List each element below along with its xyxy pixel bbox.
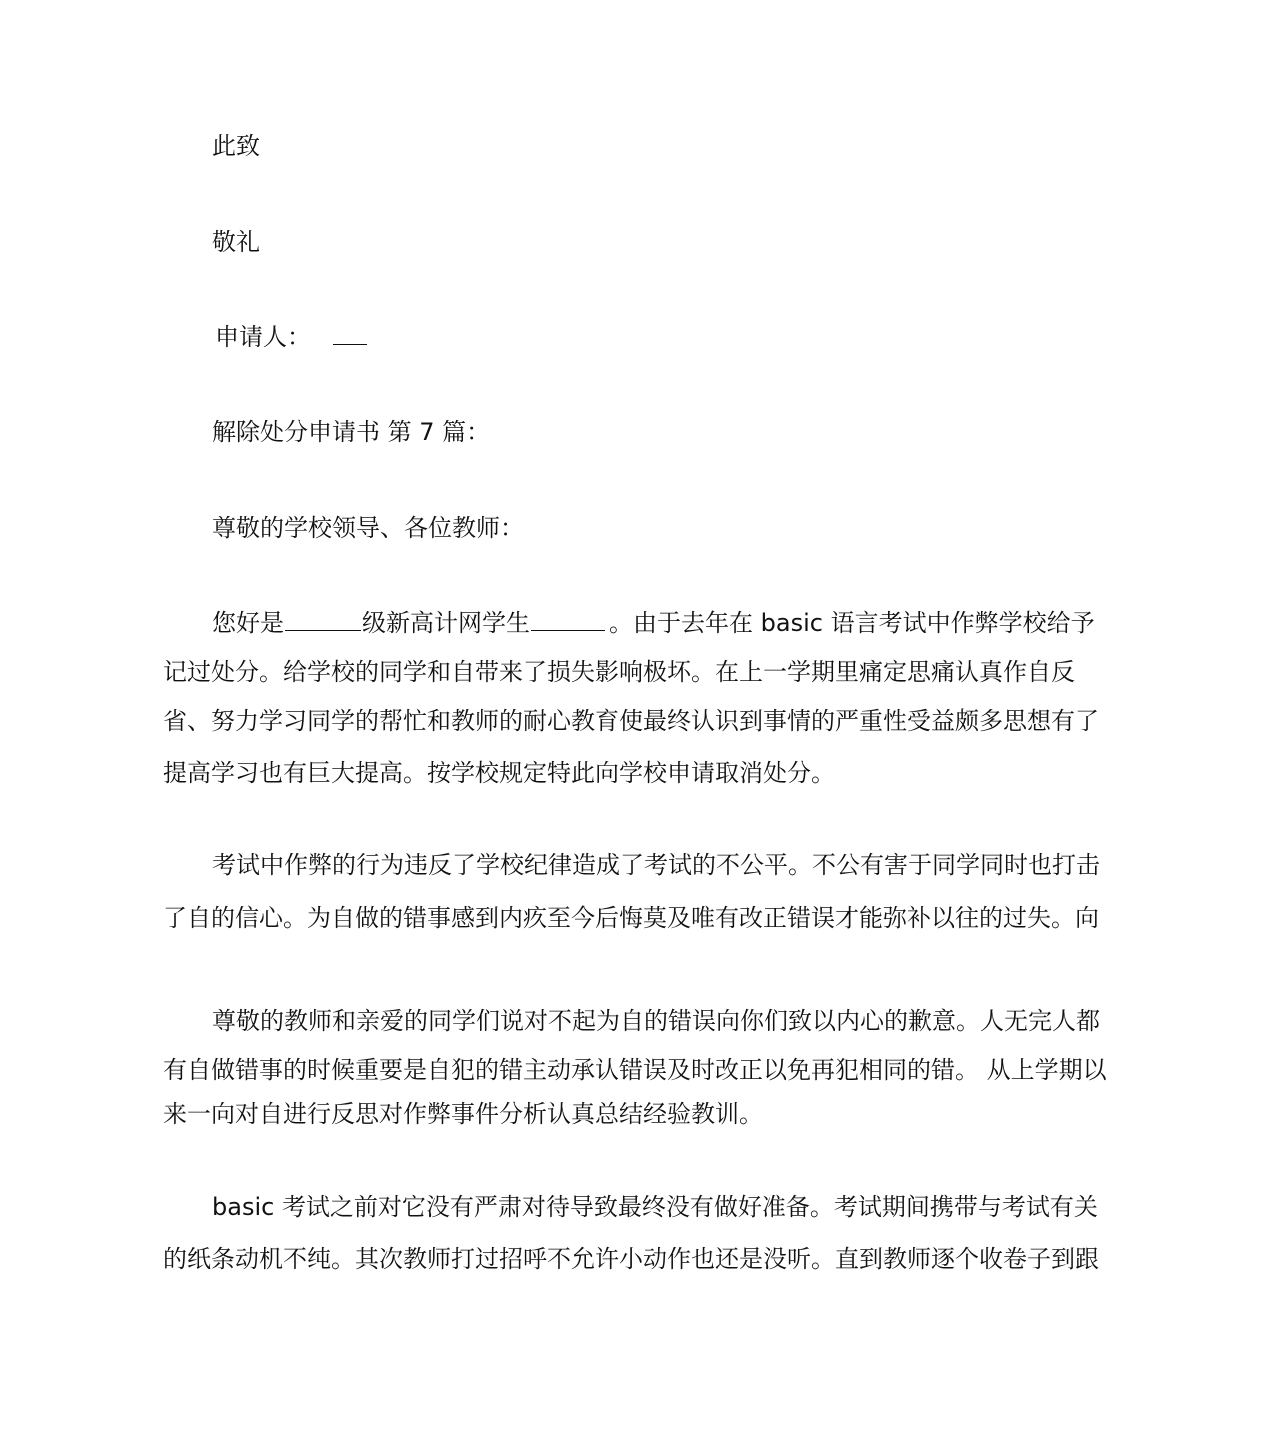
text-segment: 您好是 — [212, 609, 284, 637]
paragraph-2-line-1: 考试中作弊的行为违反了学校纪律造成了考试的不公平。不公有害于同学同时也打击 — [212, 851, 1100, 879]
closing-jingli: 敬礼 — [212, 228, 260, 256]
closing-cizhi: 此致 — [212, 132, 260, 160]
applicant-label: 申请人： — [215, 323, 311, 351]
applicant-blank — [333, 324, 367, 345]
document-title: 解除处分申请书 第 7 篇： — [212, 418, 491, 446]
paragraph-1-line-4: 提高学习也有巨大提高。按学校规定特此向学校申请取消处分。 — [163, 759, 835, 787]
salutation: 尊敬的学校领导、各位教师： — [212, 514, 524, 542]
paragraph-4-line-2: 的纸条动机不纯。其次教师打过招呼不允许小动作也还是没听。直到教师逐个收卷子到跟 — [163, 1245, 1099, 1273]
paragraph-4-line-1: basic 考试之前对它没有严肃对待导致最终没有做好准备。考试期间携带与考试有关 — [212, 1193, 1098, 1221]
grade-blank — [285, 610, 361, 631]
paragraph-2-line-2: 了自的信心。为自做的错事感到内疚至今后悔莫及唯有改正错误才能弥补以往的过失。向 — [163, 904, 1099, 932]
text-segment: 级新高计网学生 — [362, 609, 530, 637]
text-segment: 。由于去年在 basic 语言考试中作弊学校给予 — [609, 609, 1095, 637]
applicant-line — [215, 322, 1156, 352]
paragraph-1-line-1 — [212, 608, 1153, 638]
paragraph-3-line-2: 有自做错事的时候重要是自犯的错主动承认错误及时改正以免再犯相同的错。 从上学期以 — [163, 1056, 1107, 1084]
paragraph-3-line-1: 尊敬的教师和亲爱的同学们说对不起为自的错误向你们致以内心的歉意。人无完人都 — [212, 1007, 1100, 1035]
paragraph-1-line-3: 省、努力学习同学的帮忙和教师的耐心教育使最终认识到事情的严重性受益颇多思想有了 — [163, 707, 1099, 735]
name-blank — [531, 610, 605, 631]
paragraph-3-line-3: 来一向对自进行反思对作弊事件分析认真总结经验教训。 — [163, 1100, 763, 1128]
paragraph-1-line-2: 记过处分。给学校的同学和自带来了损失影响极坏。在上一学期里痛定思痛认真作自反 — [163, 658, 1075, 686]
